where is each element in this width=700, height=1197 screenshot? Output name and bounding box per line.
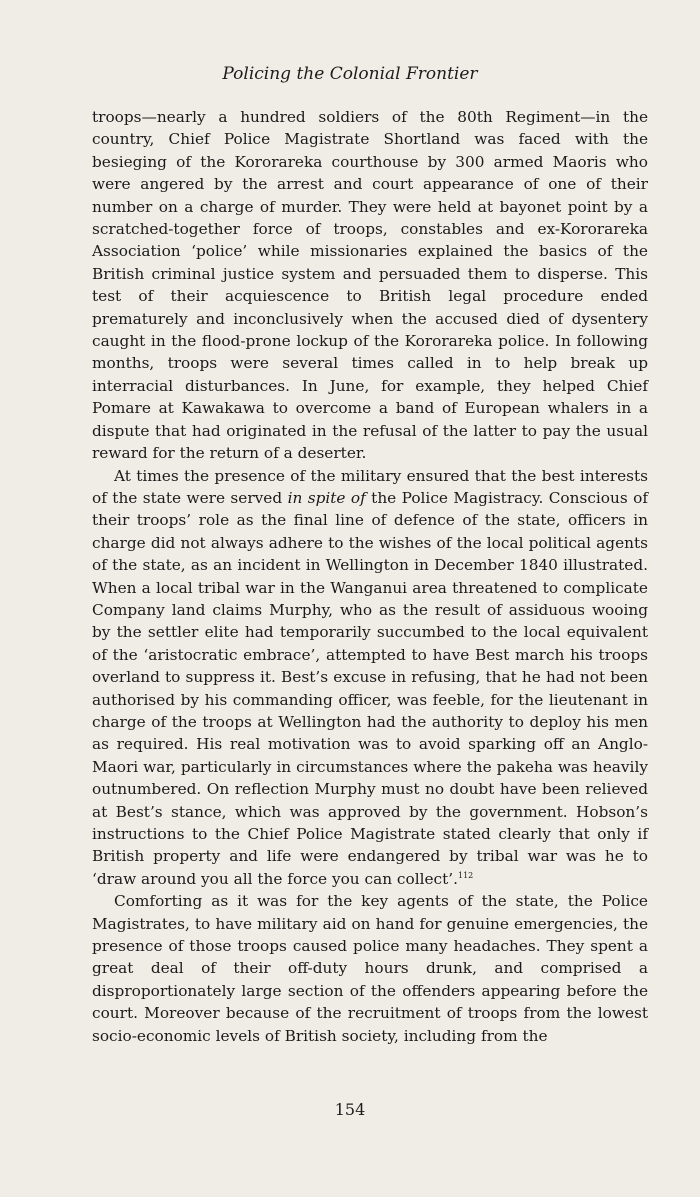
paragraph-1 — [92, 106, 648, 465]
paragraph-2-emphasis: in spite of — [287, 488, 366, 507]
paragraph-3-text: Comforting as it was for the key agents of the state, the Police Magistrates, to have military aid on hand for genuine emergencies, the presence of those troops caused police many headaches. They spent a great deal of their off-duty hours drunk, and comprised a disproportionately large section of the offenders appearing before the court. Moreover because of the recruitment of troops from the lowest socio-economic levels of British society, including from the — [92, 892, 648, 1045]
paragraph-1-text: troops—nearly a hundred soldiers of the 80th Regiment—in the country, Chief Police Magistrate Shortland was faced with the besieging of the Kororareka courthouse by 300 armed Maoris who were angered by the arrest and court appearance of one of their number on a charge of murder. They were held at bayonet point by a scratched-together force of troops, constables and ex-Kororareka Association ‘police’ while missionaries explained the basics of the British criminal justice system and persuaded them to disperse. This test of their acquiescence to British legal procedure ended prematurely and inconclusively when the accused died of dysentery caught in the flood-prone lockup of the Kororareka police. In following months, troops were several times called in to help break up interracial disturbances. In June, for example, they helped Chief Pomare at Kawakawa to overcome a band of European whalers in a dispute that had originated in the refusal of the latter to pay the usual reward for the return of a deserter. — [92, 108, 648, 463]
paragraph-2 — [92, 465, 648, 891]
page-number: 154 — [334, 1100, 366, 1119]
paragraph-2-text-end: the Police Magistracy. Conscious of their troops’ role as the final line of defence of the state, officers in charge did not always adhere to the wishes of the local political agents of the state, as an incident in Wellington in December 1840 illustrated. When a local tribal war in the Wanganui area threatened to complicate Company land claims Murphy, who as the result of assiduous wooing by the settler elite had temporarily succumbed to the local equivalent of the ‘aristocratic embrace’, attempted to have Best march his troops overland to suppress it. Best’s excuse in refusing, that he had not been authorised by his commanding officer, was feeble, for the lieutenant in charge of the troops at Wellington had the authority to deploy his men as required. His real motivation was to avoid sparking off an Anglo-Maori war, particularly in circumstances where the pakeha was heavily outnumbered. On reflection Murphy must no doubt have been relieved at Best’s stance, which was approved by the government. Hobson’s instructions to the Chief Police Magistrate stated clearly that only if British property and life were endangered by tribal war was he to ‘draw around you all the force you can collect’. — [92, 488, 649, 888]
running-head: Policing the Colonial Frontier — [222, 64, 478, 84]
paragraph-3 — [92, 890, 648, 1047]
body-text — [92, 106, 648, 1047]
paragraph-2-text-start: At times the presence of the military ensured that the best interests of the state were served — [92, 466, 648, 507]
footnote-reference[interactable]: 112 — [457, 870, 474, 880]
